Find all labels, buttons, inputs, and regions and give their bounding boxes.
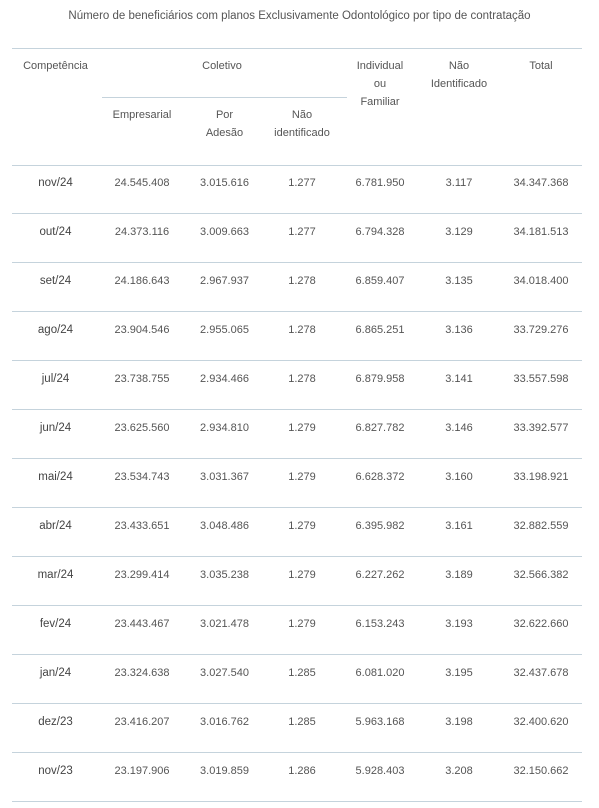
cell-total: 32.400.620 bbox=[513, 716, 569, 728]
header-nao-identificado-coletivo-line2: identificado bbox=[274, 127, 330, 139]
cell-competencia: nov/24 bbox=[38, 177, 73, 189]
cell-por-adesao: 2.934.810 bbox=[200, 422, 249, 434]
header-individual-familiar bbox=[342, 57, 418, 111]
cell-por-adesao: 3.035.238 bbox=[200, 569, 249, 581]
header-por-adesao-line1: Por bbox=[215, 109, 234, 121]
cell-empresarial: 23.299.414 bbox=[114, 569, 170, 581]
cell-competencia: jul/24 bbox=[41, 373, 70, 385]
header-individual-line3: Familiar bbox=[360, 96, 400, 108]
cell-nao-identificado-coletivo: 1.278 bbox=[288, 373, 316, 385]
cell-empresarial: 24.373.116 bbox=[114, 226, 170, 238]
cell-nao-identificado: 3.135 bbox=[445, 275, 473, 287]
cell-total: 32.622.660 bbox=[513, 618, 569, 630]
cell-competencia: dez/23 bbox=[38, 716, 73, 728]
cell-nao-identificado-coletivo: 1.285 bbox=[288, 667, 316, 679]
cell-nao-identificado-coletivo: 1.279 bbox=[288, 422, 316, 434]
table-row bbox=[12, 655, 582, 704]
cell-empresarial: 24.545.408 bbox=[114, 177, 170, 189]
cell-nao-identificado: 3.189 bbox=[445, 569, 473, 581]
cell-nao-identificado-coletivo: 1.278 bbox=[288, 324, 316, 336]
table-row bbox=[12, 557, 582, 606]
cell-total: 32.437.678 bbox=[513, 667, 569, 679]
header-nao-identificado-line2: Identificado bbox=[430, 78, 488, 90]
cell-nao-identificado-coletivo: 1.278 bbox=[288, 275, 316, 287]
cell-nao-identificado-coletivo: 1.279 bbox=[288, 471, 316, 483]
cell-empresarial: 23.197.906 bbox=[114, 765, 170, 777]
cell-nao-identificado: 3.141 bbox=[445, 373, 473, 385]
cell-nao-identificado-coletivo: 1.286 bbox=[288, 765, 316, 777]
cell-nao-identificado: 3.117 bbox=[445, 177, 473, 189]
cell-competencia: mai/24 bbox=[38, 471, 73, 483]
cell-total: 32.882.559 bbox=[513, 520, 569, 532]
cell-individual-familiar: 6.794.328 bbox=[355, 226, 405, 238]
table-row bbox=[12, 459, 582, 508]
cell-por-adesao: 3.021.478 bbox=[200, 618, 249, 630]
table-row bbox=[12, 263, 582, 312]
cell-individual-familiar: 6.628.372 bbox=[355, 471, 405, 483]
cell-total: 33.557.598 bbox=[513, 373, 569, 385]
cell-empresarial: 23.738.755 bbox=[114, 373, 170, 385]
header-nao-identificado bbox=[422, 57, 496, 93]
table-row bbox=[12, 410, 582, 459]
cell-por-adesao: 3.031.367 bbox=[200, 471, 249, 483]
cell-total: 33.198.921 bbox=[513, 471, 569, 483]
cell-por-adesao: 3.015.616 bbox=[200, 177, 249, 189]
cell-empresarial: 23.904.546 bbox=[114, 324, 170, 336]
header-por-adesao-line2: Adesão bbox=[205, 127, 244, 139]
cell-por-adesao: 3.009.663 bbox=[200, 226, 249, 238]
cell-individual-familiar: 5.928.403 bbox=[355, 765, 405, 777]
cell-competencia: mar/24 bbox=[37, 569, 74, 581]
cell-individual-familiar: 6.781.950 bbox=[355, 177, 405, 189]
table-row bbox=[12, 214, 582, 263]
header-nao-identificado-line1: Não bbox=[448, 60, 470, 72]
cell-individual-familiar: 6.081.020 bbox=[355, 667, 405, 679]
cell-nao-identificado-coletivo: 1.277 bbox=[288, 177, 316, 189]
cell-competencia: jun/24 bbox=[39, 422, 72, 434]
cell-por-adesao: 3.027.540 bbox=[200, 667, 249, 679]
cell-individual-familiar: 6.227.262 bbox=[355, 569, 405, 581]
cell-total: 34.018.400 bbox=[513, 275, 569, 287]
cell-nao-identificado: 3.136 bbox=[445, 324, 473, 336]
cell-por-adesao: 3.019.859 bbox=[200, 765, 249, 777]
cell-competencia: set/24 bbox=[39, 275, 72, 287]
cell-nao-identificado-coletivo: 1.285 bbox=[288, 716, 316, 728]
cell-empresarial: 23.416.207 bbox=[114, 716, 170, 728]
cell-nao-identificado: 3.208 bbox=[445, 765, 473, 777]
cell-competencia: abr/24 bbox=[39, 520, 72, 532]
cell-nao-identificado-coletivo: 1.279 bbox=[288, 569, 316, 581]
cell-total: 34.181.513 bbox=[513, 226, 569, 238]
cell-nao-identificado: 3.161 bbox=[445, 520, 473, 532]
header-individual-line2: ou bbox=[373, 78, 387, 90]
cell-individual-familiar: 6.395.982 bbox=[355, 520, 405, 532]
cell-nao-identificado-coletivo: 1.277 bbox=[288, 226, 316, 238]
coletivo-group-divider bbox=[102, 97, 347, 98]
table-top-border bbox=[12, 48, 582, 49]
cell-por-adesao: 3.048.486 bbox=[200, 520, 249, 532]
header-individual-line1: Individual bbox=[356, 60, 404, 72]
cell-individual-familiar: 6.879.958 bbox=[355, 373, 405, 385]
header-total: Total bbox=[529, 60, 553, 72]
table-row bbox=[12, 753, 582, 802]
cell-total: 33.729.276 bbox=[513, 324, 569, 336]
cell-por-adesao: 2.967.937 bbox=[200, 275, 249, 287]
cell-por-adesao: 2.955.065 bbox=[200, 324, 249, 336]
cell-nao-identificado: 3.198 bbox=[445, 716, 473, 728]
cell-por-adesao: 3.016.762 bbox=[200, 716, 249, 728]
cell-individual-familiar: 6.153.243 bbox=[355, 618, 405, 630]
cell-nao-identificado: 3.195 bbox=[445, 667, 473, 679]
cell-total: 32.566.382 bbox=[513, 569, 569, 581]
cell-nao-identificado-coletivo: 1.279 bbox=[288, 618, 316, 630]
table-row bbox=[12, 312, 582, 361]
header-empresarial: Empresarial bbox=[112, 109, 172, 121]
cell-nao-identificado: 3.160 bbox=[445, 471, 473, 483]
table-row bbox=[12, 606, 582, 655]
table-row bbox=[12, 704, 582, 753]
cell-competencia: out/24 bbox=[39, 226, 72, 238]
table-title: Número de beneficiários com planos Exclusivamente Odontológico por tipo de contratação bbox=[68, 10, 531, 22]
header-nao-identificado-coletivo-line1: Não bbox=[291, 109, 313, 121]
cell-nao-identificado: 3.193 bbox=[445, 618, 473, 630]
header-competencia: Competência bbox=[23, 60, 88, 72]
cell-individual-familiar: 6.865.251 bbox=[355, 324, 405, 336]
cell-nao-identificado: 3.146 bbox=[445, 422, 473, 434]
cell-empresarial: 23.324.638 bbox=[114, 667, 170, 679]
cell-nao-identificado-coletivo: 1.279 bbox=[288, 520, 316, 532]
header-coletivo: Coletivo bbox=[202, 60, 242, 72]
cell-empresarial: 23.625.560 bbox=[114, 422, 170, 434]
cell-total: 33.392.577 bbox=[513, 422, 569, 434]
cell-nao-identificado: 3.129 bbox=[445, 226, 473, 238]
cell-total: 34.347.368 bbox=[513, 177, 569, 189]
cell-total: 32.150.662 bbox=[513, 765, 569, 777]
cell-competencia: jan/24 bbox=[39, 667, 72, 679]
table-row bbox=[12, 361, 582, 410]
cell-individual-familiar: 6.827.782 bbox=[355, 422, 405, 434]
cell-empresarial: 23.433.651 bbox=[114, 520, 170, 532]
cell-empresarial: 23.534.743 bbox=[114, 471, 170, 483]
cell-competencia: fev/24 bbox=[39, 618, 72, 630]
table-row bbox=[12, 165, 582, 214]
cell-por-adesao: 2.934.466 bbox=[200, 373, 249, 385]
cell-competencia: nov/23 bbox=[38, 765, 73, 777]
cell-individual-familiar: 6.859.407 bbox=[355, 275, 405, 287]
cell-empresarial: 24.186.643 bbox=[114, 275, 170, 287]
header-por-adesao bbox=[182, 106, 267, 142]
cell-individual-familiar: 5.963.168 bbox=[355, 716, 405, 728]
cell-competencia: ago/24 bbox=[37, 324, 74, 336]
row-divider bbox=[12, 801, 582, 802]
header-nao-identificado-coletivo bbox=[267, 106, 337, 142]
cell-empresarial: 23.443.467 bbox=[114, 618, 170, 630]
table-row bbox=[12, 508, 582, 557]
